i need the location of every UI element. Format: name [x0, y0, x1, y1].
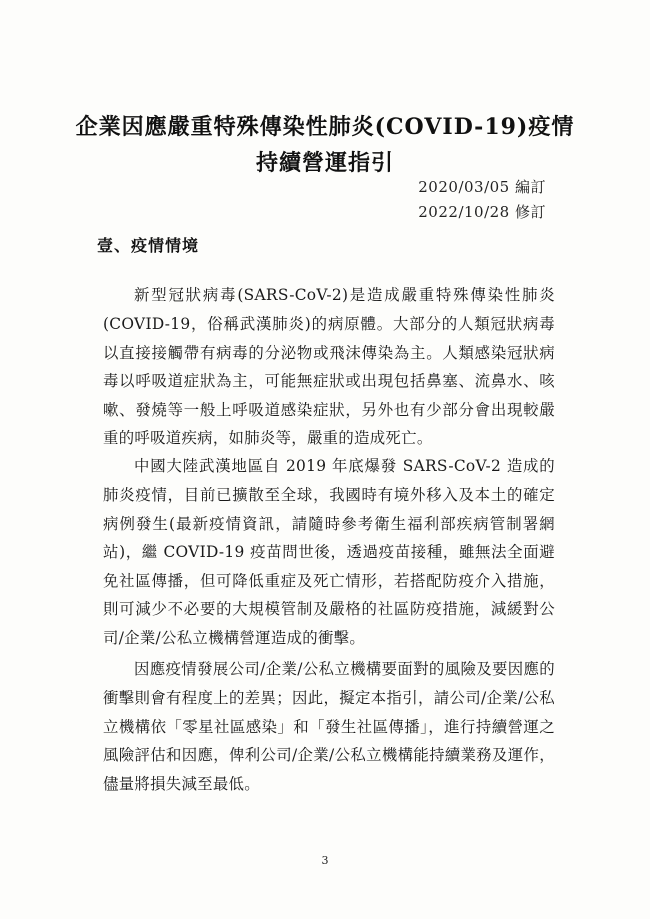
revised-date: 2022/10/28 修訂: [418, 203, 546, 221]
page-number: 3: [321, 854, 329, 867]
paragraph-1: 新型冠狀病毒(SARS-CoV-2)是造成嚴重特殊傳染性肺炎(COVID-19，俗稱武漢肺炎)的病原體。大部分的人類冠狀病毒以直接接觸帶有病毒的分泌物或飛沫傳染為主。人類感染冠狀病毒以呼吸道症狀為主，可能無症狀或出現包括鼻塞、流鼻水、咳嗽、發燒等一般上呼吸道感染症狀，另外也有少部分會出現較嚴重的呼吸道疾病，如肺炎等，嚴重的造成死亡。: [103, 286, 555, 448]
compiled-date: 2020/03/05 編訂: [418, 178, 546, 196]
paragraph-3: 因應疫情發展公司/企業/公私立機構要面對的風險及要因應的衝擊則會有程度上的差異；因此，擬定本指引，請公司/企業/公私立機構依「零星社區感染」和「發生社區傳播」，進行持續營運之風險評估和因應，俾利公司/企業/公私立機構能持續業務及運作，儘量將損失減至最低。: [103, 660, 555, 793]
document-title-line-2: 持續營運指引: [255, 150, 394, 176]
paragraph-2: 中國大陸武漢地區自 2019 年底爆發 SARS-CoV-2 造成的肺炎疫情，目前已擴散至全球，我國時有境外移入及本土的確定病例發生(最新疫情資訊，請隨時參考衛生福利部疾病管制署網站)，繼 COVID-19 疫苗問世後，透過疫苗接種，雖無法全面避免社區傳播，但可降低重症及死亡情形，若搭配防疫介入措施，則可減少不必要的大規模管制及嚴格的社區防疫措施，減緩對公司/企業/公私立機構營運造成的衝擊。: [103, 457, 555, 647]
document-title-line-1: 企業因應嚴重特殊傳染性肺炎(COVID-19)疫情: [75, 114, 575, 140]
section-heading: 壹、疫情情境: [97, 236, 200, 255]
